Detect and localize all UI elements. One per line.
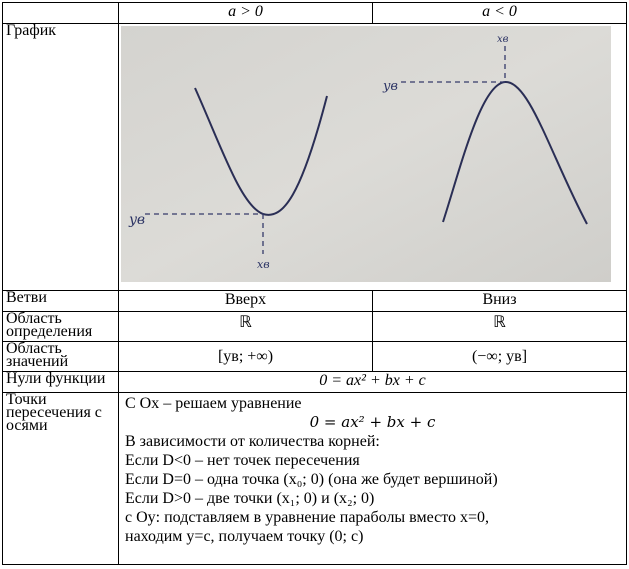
intersect-line-1: С Ox – решаем уравнение: [125, 395, 302, 412]
intersect-label: Точки пересечения с осями: [3, 393, 119, 565]
intersect-line-4: Если D<0 – нет точек пересечения: [125, 452, 360, 469]
zeros-row: [3, 372, 627, 393]
branches-up-value: Вверх: [119, 291, 373, 312]
parabola-photo: [121, 26, 611, 282]
intersect-row: [3, 393, 627, 565]
domain-value-pos: ℝ: [119, 312, 373, 342]
intersect-cell: [119, 393, 627, 565]
range-label: Область значений: [3, 342, 119, 372]
intersect-line-5: Если D=0 – одна точка (x₀; 0) (она же будет вершиной): [125, 471, 498, 488]
domain-label: Область определения: [3, 312, 119, 342]
domain-row: [3, 312, 627, 342]
branches-label: Ветви: [3, 291, 119, 312]
branches-down-value: Вниз: [373, 291, 627, 312]
y-vertex-label-left: yв: [129, 212, 146, 228]
paper-background: [121, 26, 611, 282]
intersect-line-3: В зависимости от количества корней:: [125, 433, 380, 450]
range-row: [3, 342, 627, 372]
header-row: [3, 3, 627, 24]
intersect-equation: 0 = ax² + bx + c: [309, 413, 436, 431]
graph-cell: [119, 24, 627, 291]
parabola-properties-table: [2, 2, 627, 565]
graph-label: График: [3, 24, 119, 291]
header-a-positive: a > 0: [119, 3, 373, 24]
header-a-negative: a < 0: [373, 3, 627, 24]
intersect-line-6: Если D>0 – две точки (x₁; 0) и (x₂; 0): [125, 490, 375, 507]
range-value-pos: [yв; +∞): [119, 342, 373, 372]
graph-row: [3, 24, 627, 291]
x-vertex-label-left: xв: [257, 258, 270, 271]
zeros-equation: 0 = ax² + bx + c: [119, 372, 627, 393]
branches-row: [3, 291, 627, 312]
intersect-line-8: находим y=c, получаем точку (0; c): [125, 528, 364, 545]
y-vertex-label-right: yв: [383, 79, 398, 94]
intersect-line-7: с Oy: подставляем в уравнение параболы вместо x=0,: [125, 509, 489, 526]
header-empty-cell: [3, 3, 119, 24]
zeros-label: Нули функции: [3, 372, 119, 393]
x-vertex-label-right: xв: [497, 34, 509, 45]
domain-value-neg: ℝ: [373, 312, 627, 342]
range-value-neg: (−∞; yв]: [373, 342, 627, 372]
